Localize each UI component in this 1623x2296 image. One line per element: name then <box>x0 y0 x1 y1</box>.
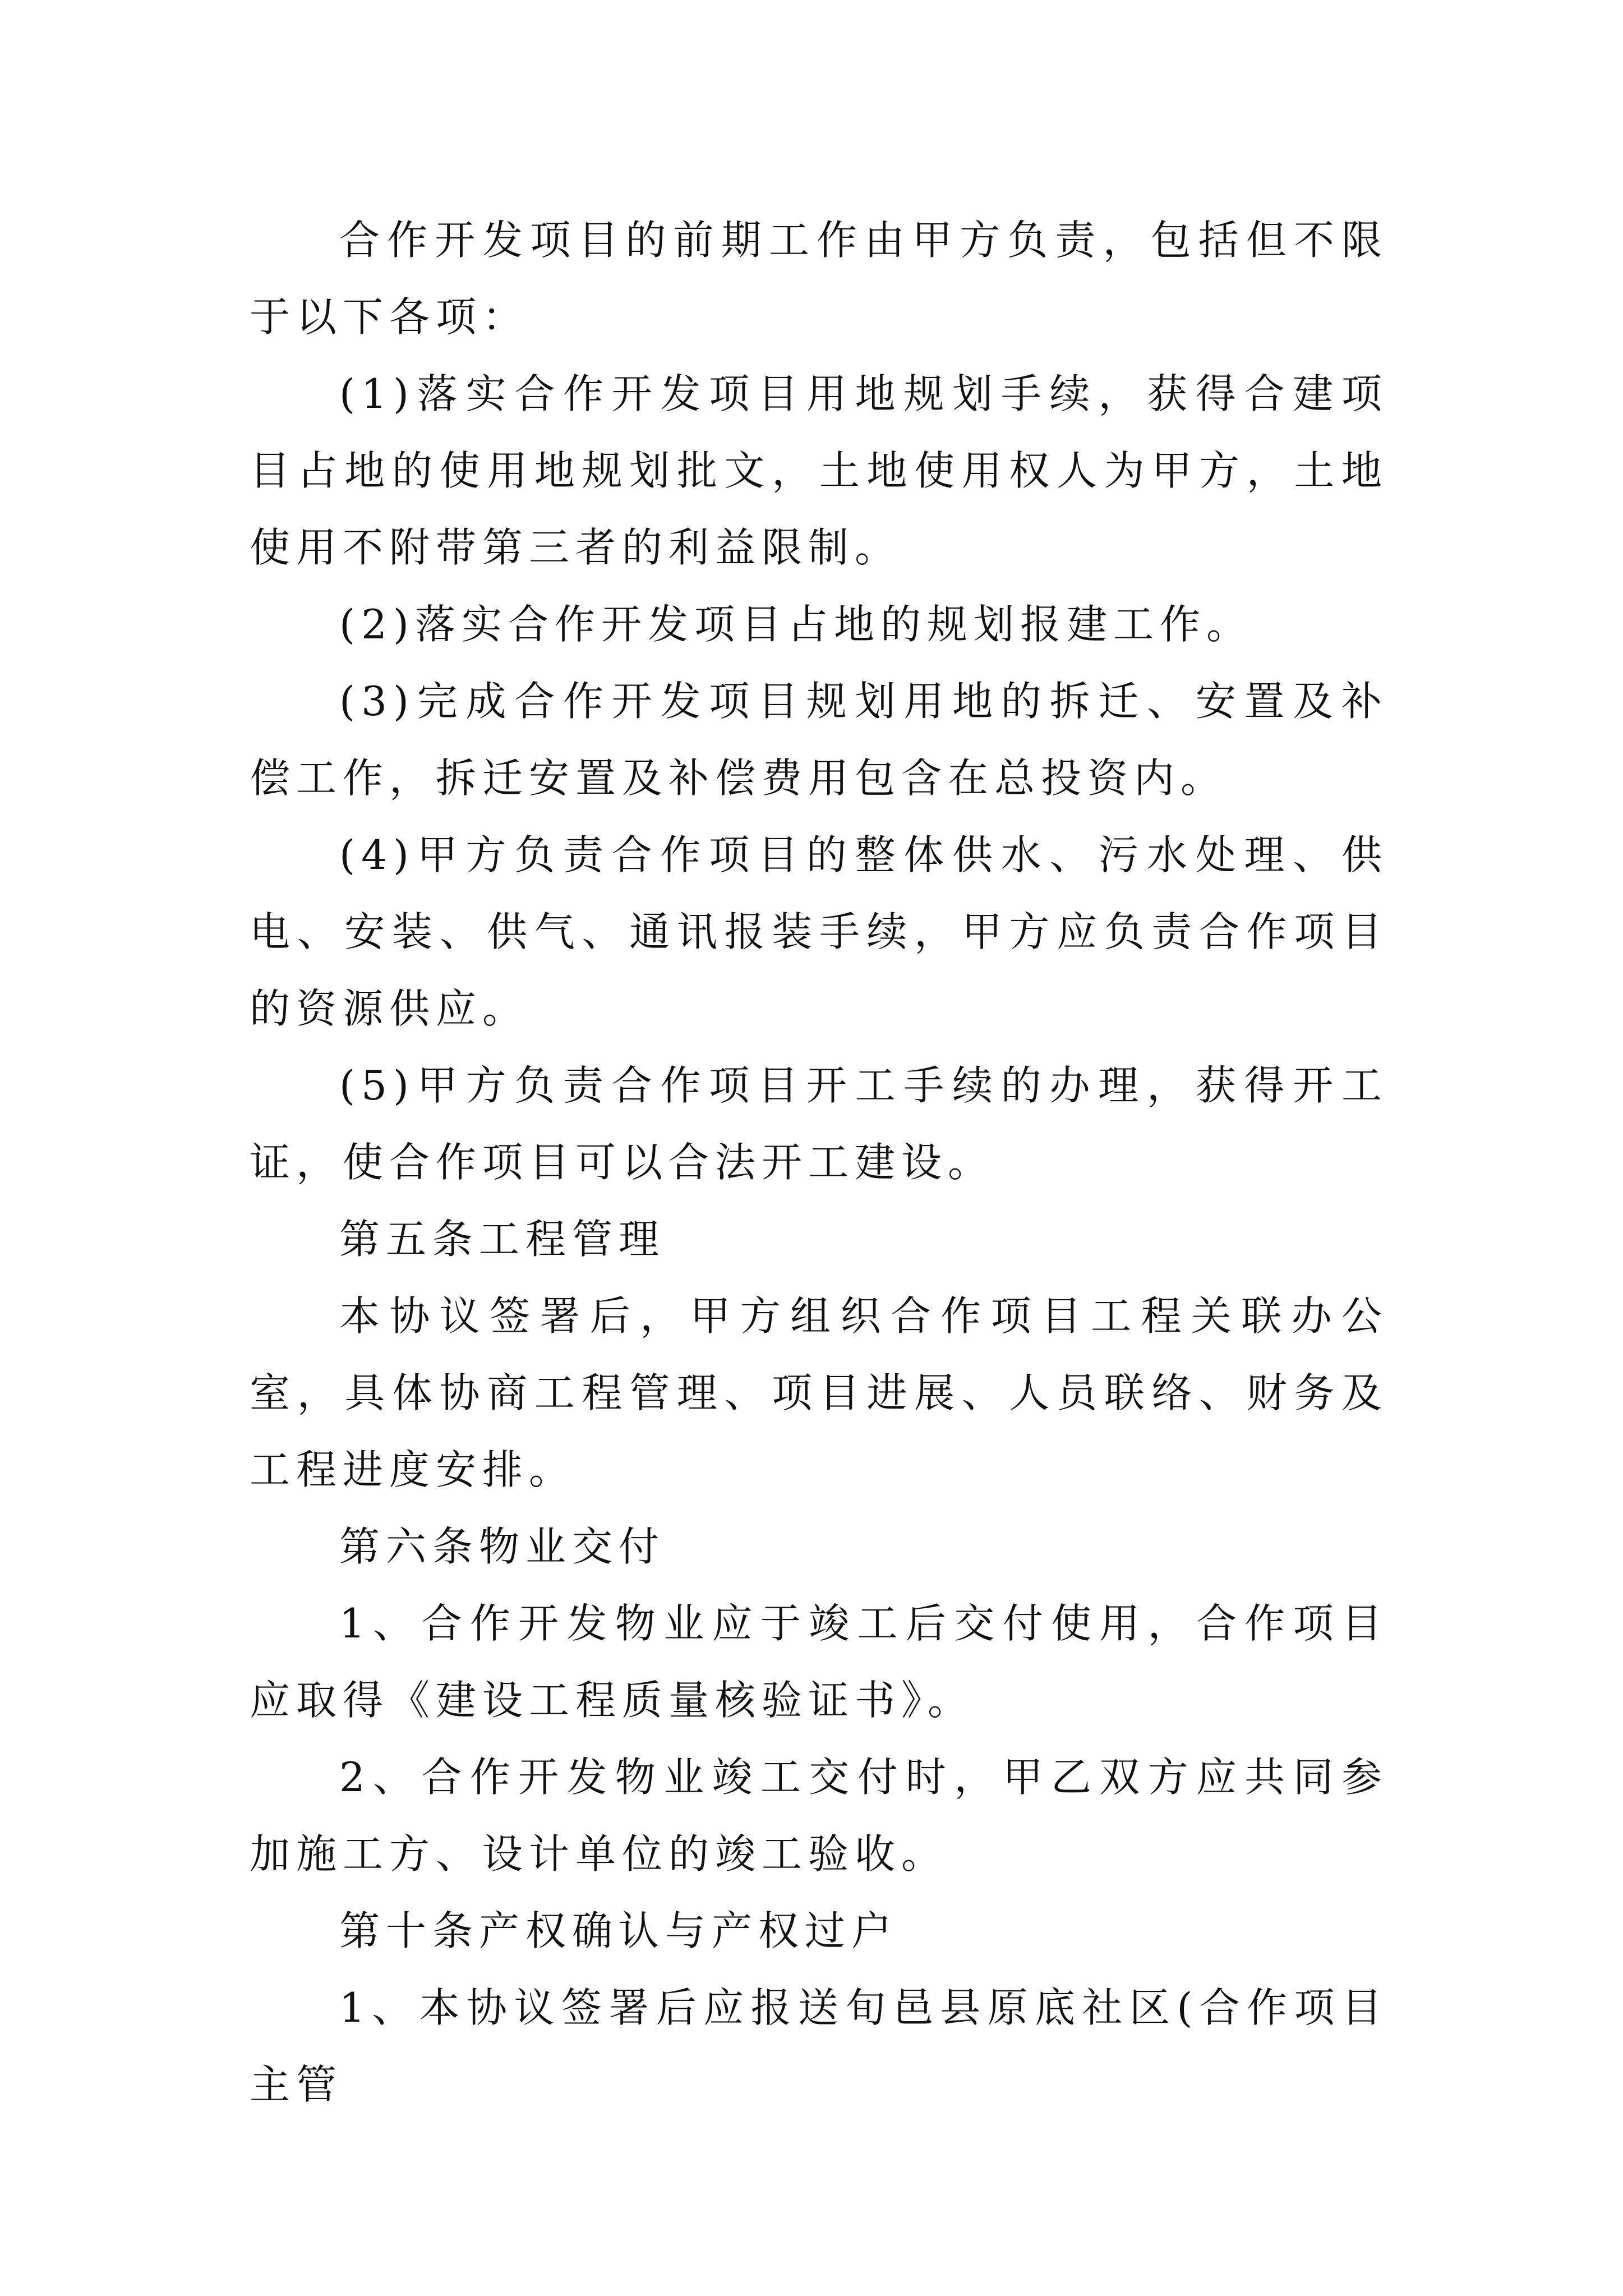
section-heading-article-6: 第六条物业交付 <box>339 1523 666 1570</box>
paragraph-preliminary-work: 合作开发项目的前期工作由甲方负责，包括但不限于以下各项： <box>250 217 1388 341</box>
section-heading-article-10: 第十条产权确认与产权过户 <box>339 1907 898 1954</box>
paragraph-item-2: (2)落实合作开发项目占地的规划报建工作。 <box>339 601 1253 648</box>
paragraph-item-3: (3)完成合作开发项目规划用地的拆迁、安置及补偿工作，拆迁安置及补偿费用包含在总投资内。 <box>250 678 1388 802</box>
paragraph-article-5-body: 本协议签署后，甲方组织合作项目工程关联办公室，具体协商工程管理、项目进展、人员联络、财务及工程进度安排。 <box>250 1292 1388 1493</box>
paragraph-article-10-clause-1: 1、本协议签署后应报送旬邑县原底社区(合作项目主管 <box>250 1984 1388 2108</box>
document-page <box>250 202 1388 2123</box>
paragraph-article-6-clause-2: 2、合作开发物业竣工交付时，甲乙双方应共同参加施工方、设计单位的竣工验收。 <box>250 1754 1388 1878</box>
paragraph-item-5: (5)甲方负责合作项目开工手续的办理，获得开工证，使合作项目可以合法开工建设。 <box>250 1062 1388 1186</box>
section-heading-article-5: 第五条工程管理 <box>339 1216 666 1263</box>
paragraph-article-6-clause-1: 1、合作开发物业应于竣工后交付使用，合作项目应取得《建设工程质量核验证书》。 <box>250 1600 1388 1724</box>
paragraph-item-1: (1)落实合作开发项目用地规划手续，获得合建项目占地的使用地规划批文，土地使用权人为甲方，土地使用不附带第三者的利益限制。 <box>250 370 1388 571</box>
paragraph-item-4: (4)甲方负责合作项目的整体供水、污水处理、供电、安装、供气、通讯报装手续，甲方应负责合作项目的资源供应。 <box>250 831 1388 1032</box>
